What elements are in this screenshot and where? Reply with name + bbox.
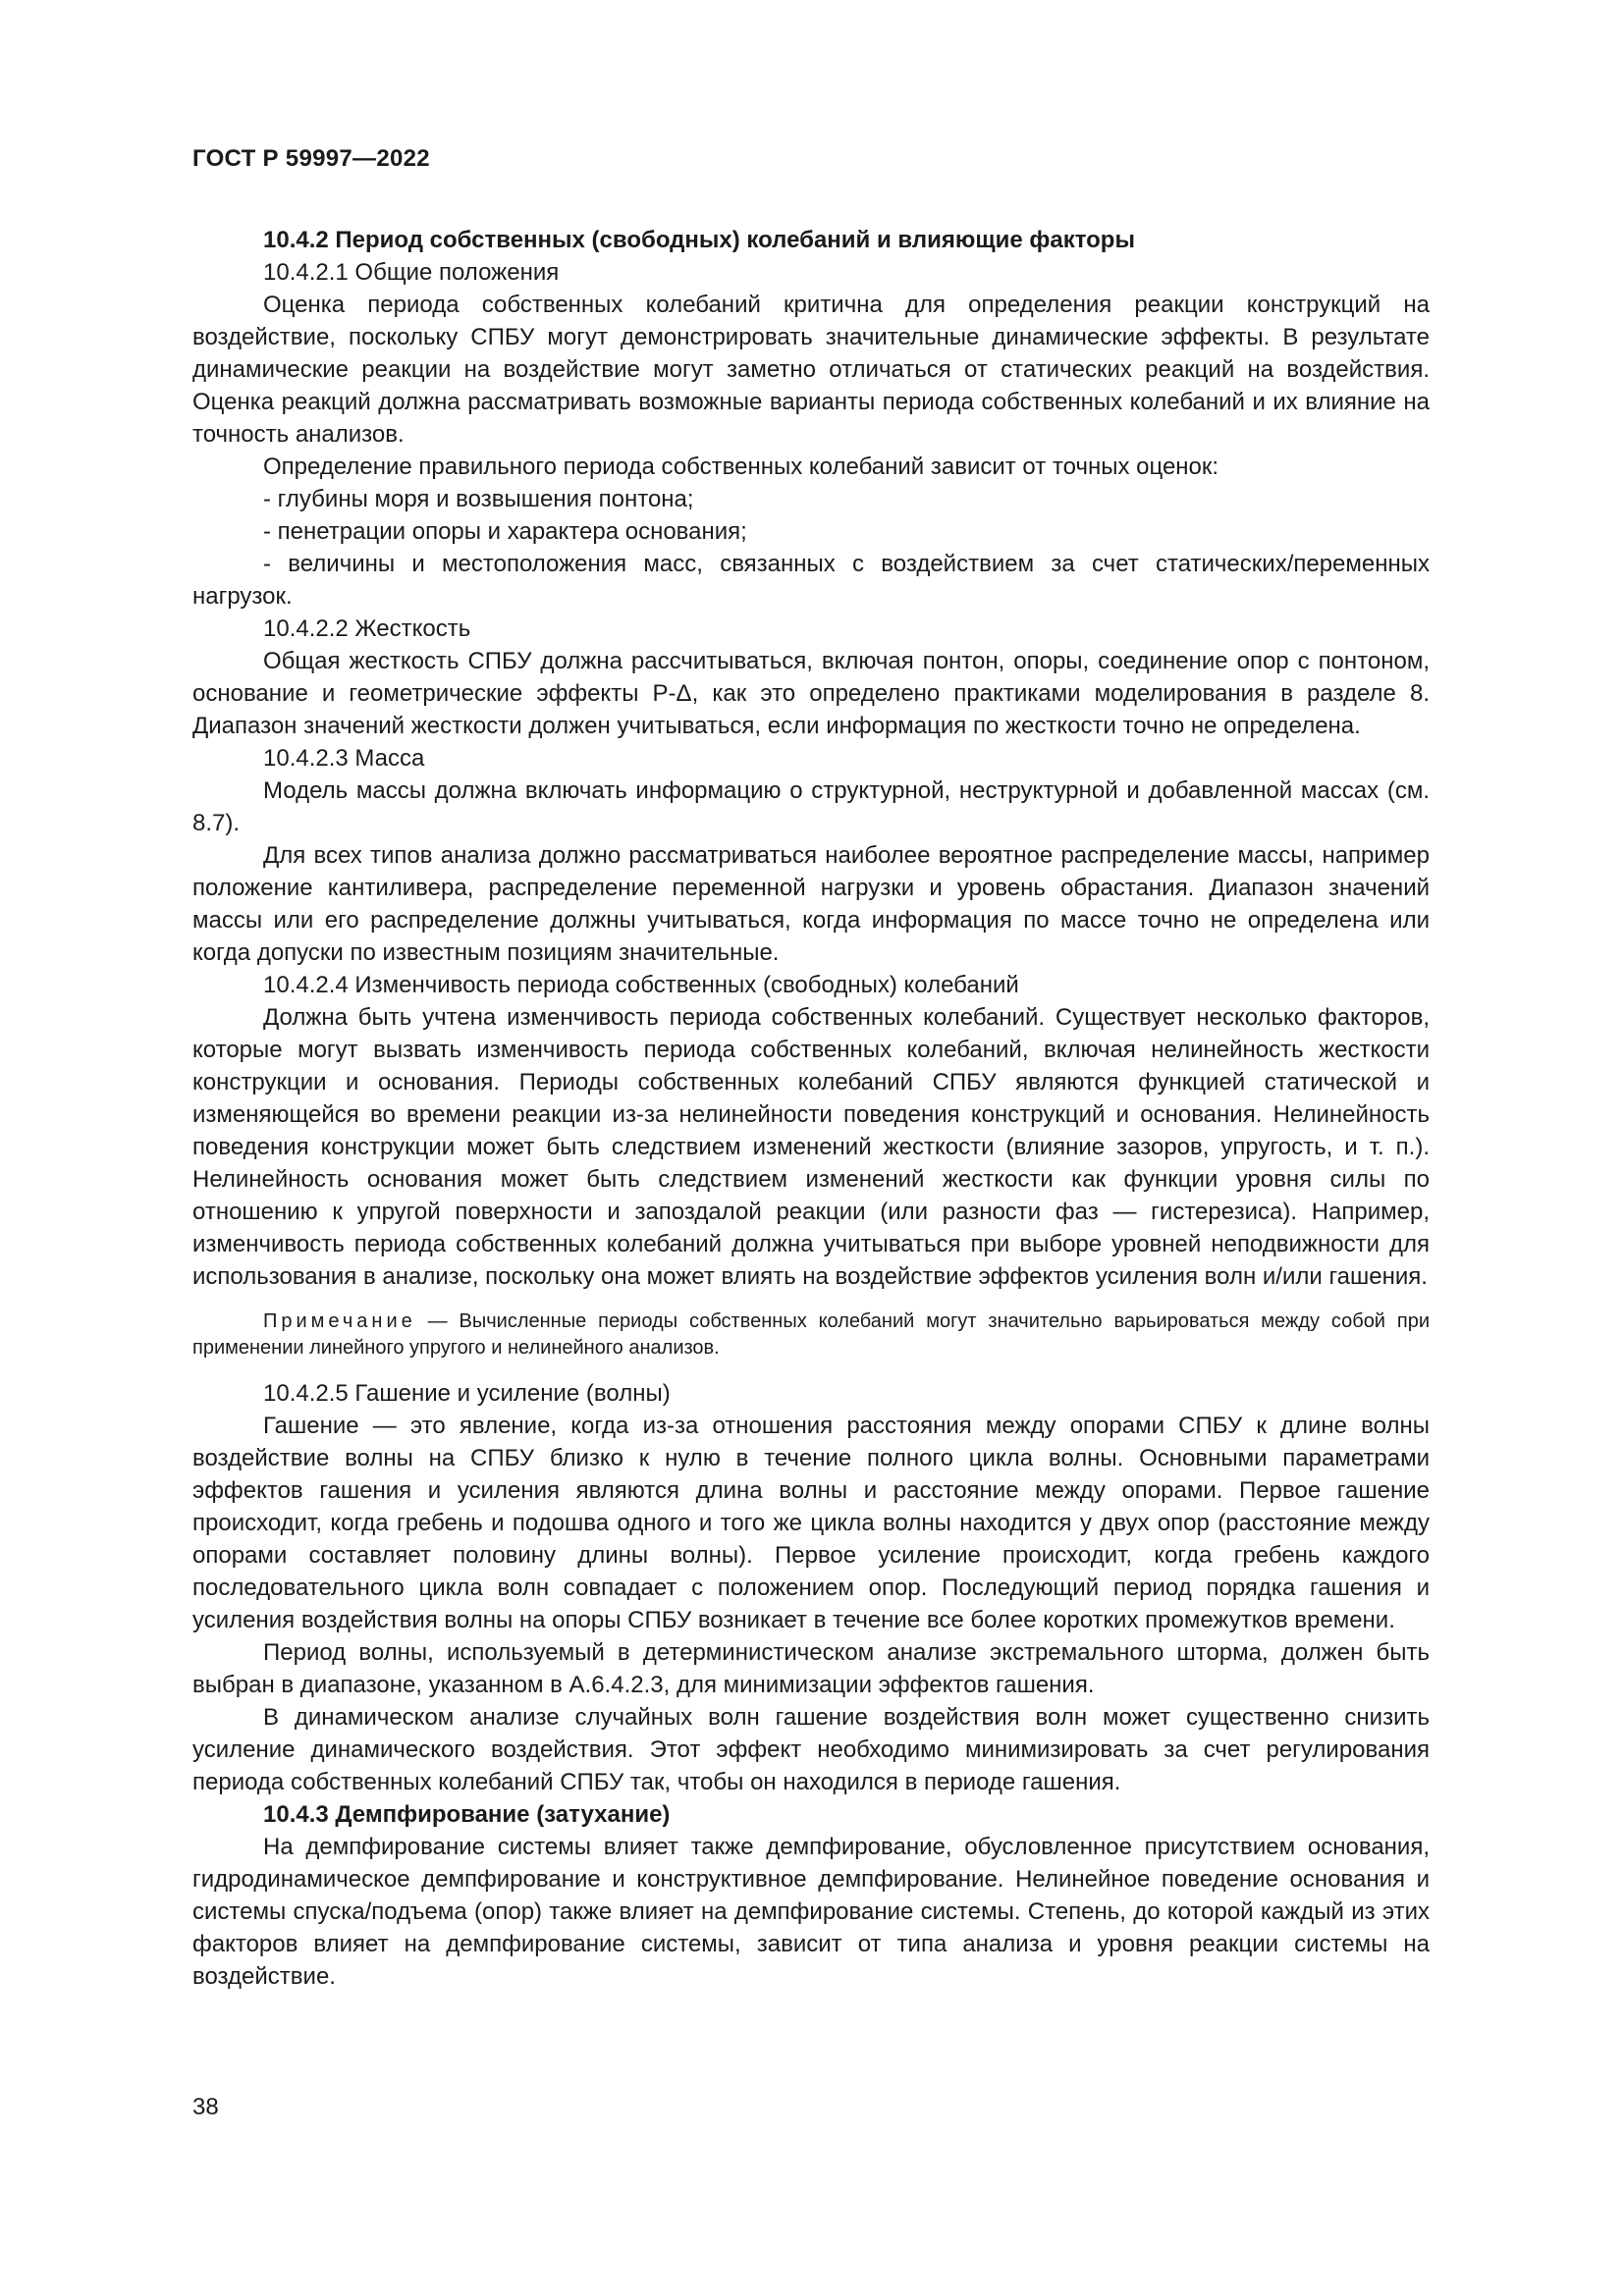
body-paragraph: На демпфирование системы влияет также демпфирование, обусловленное присутствием основания, гидродинамическое демпфирование и конструктивное демпфирование. Нелинейное поведение основания и системы спуска/подъема (опор) также влияет на демпфирование системы. Степень, до которой каждый из этих факторов влияет на демпфирование системы, зависит от типа анализа и уровня реакции системы на воздействие.: [192, 1834, 1430, 1990]
body-paragraph: 10.4.2.4 Изменчивость периода собственных (свободных) колебаний: [263, 972, 1019, 998]
body-paragraph: Оценка периода собственных колебаний критична для определения реакции конструкций на воздействие, поскольку СПБУ могут демонстрировать значительные динамические эффекты. В результате динамические реакции на воздействие могут заметно отличаться от статических реакций на воздействия. Оценка реакций должна рассматривать возможные варианты периода собственных колебаний и их влияние на точность анализов.: [192, 292, 1430, 448]
page-number: 38: [192, 2094, 219, 2120]
body-paragraph: Гашение — это явление, когда из-за отношения расстояния между опорами СПБУ к длине волны воздействие волны на СПБУ близко к нулю в течение полного цикла волны. Основными параметрами эффектов гашения и усиления являются длина волны и расстояние между опорами. Первое гашение происходит, когда гребень и подошва одного и того же цикла волны находится у двух опор (расстояние между опорами составляет половину длины волны). Первое усиление происходит, когда гребень каждого последовательного цикла волн совпадает с положением опор. Последующий период порядка гашения и усиления воздействия волны на опоры СПБУ возникает в течение все более коротких промежутков времени.: [192, 1413, 1430, 1633]
body-paragraph: 10.4.2.1 Общие положения: [263, 259, 560, 286]
body-paragraph: Для всех типов анализа должно рассматриваться наиболее вероятное распределение массы, например положение кантиливера, распределение переменной нагрузки и уровень обрастания. Диапазон значений массы или его распределение должны учитываться, когда информация по массе точно не определена или когда допуски по известным позициям значительные.: [192, 842, 1430, 966]
body-paragraph: В динамическом анализе случайных волн гашение воздействия волн может существенно снизить усиление динамического воздействия. Этот эффект необходимо минимизировать за счет регулирования периода собственных колебаний СПБУ так, чтобы он находился в периоде гашения.: [192, 1704, 1430, 1795]
body-paragraph: Должна быть учтена изменчивость периода собственных колебаний. Существует несколько факторов, которые могут вызвать изменчивость периода собственных колебаний, включая нелинейность жесткости конструкции и основания. Периоды собственных колебаний СПБУ являются функцией статической и изменяющейся во времени реакции из-за нелинейности поведения конструкций и основания. Нелинейность поведения конструкции может быть следствием изменений жесткости (влияние зазоров, упругость, и т. п.). Нелинейность основания может быть следствием изменений жесткости как функции уровня силы по отношению к упругой поверхности и запоздалой реакции (или разности фаз — гистерезиса). Например, изменчивость периода собственных колебаний должна учитываться при выборе уровней неподвижности для использования в анализе, поскольку она может влиять на воздействие эффектов усиления волн и/или гашения.: [192, 1004, 1430, 1290]
document-header: ГОСТ Р 59997—2022: [192, 145, 430, 172]
note-paragraph: [192, 1308, 1430, 1362]
body-paragraph: Общая жесткость СПБУ должна рассчитываться, включая понтон, опоры, соединение опор с понтоном, основание и геометрические эффекты P-Δ, как это определено практиками моделирования в разделе 8. Диапазон значений жесткости должен учитываться, если информация по жесткости точно не определена.: [192, 648, 1430, 739]
body-paragraph: 10.4.2.5 Гашение и усиление (волны): [263, 1380, 671, 1407]
body-paragraph: Период волны, используемый в детерминистическом анализе экстремального шторма, должен быть выбран в диапазоне, указанном в А.6.4.2.3, для минимизации эффектов гашения.: [192, 1639, 1430, 1698]
body-paragraph: Модель массы должна включать информацию о структурной, неструктурной и добавленной массах (см. 8.7).: [192, 777, 1430, 836]
document-body: [192, 224, 1430, 1993]
body-paragraph: - глубины моря и возвышения понтона;: [263, 486, 694, 512]
body-paragraph: 10.4.2.2 Жесткость: [263, 615, 471, 642]
note-label: Примечание: [263, 1310, 416, 1332]
note-text: — Вычисленные периоды собственных колебаний могут значительно варьироваться между собой при применении линейного упругого и нелинейного анализов.: [192, 1310, 1430, 1359]
section-heading: 10.4.2 Период собственных (свободных) колебаний и влияющие факторы: [263, 227, 1135, 253]
body-paragraph: Определение правильного периода собственных колебаний зависит от точных оценок:: [263, 454, 1219, 480]
body-paragraph: - величины и местоположения масс, связанных с воздействием за счет статических/переменных нагрузок.: [192, 551, 1430, 610]
body-paragraph: - пенетрации опоры и характера основания;: [263, 518, 747, 545]
section-heading: 10.4.3 Демпфирование (затухание): [263, 1801, 671, 1828]
body-paragraph: 10.4.2.3 Масса: [263, 745, 425, 772]
